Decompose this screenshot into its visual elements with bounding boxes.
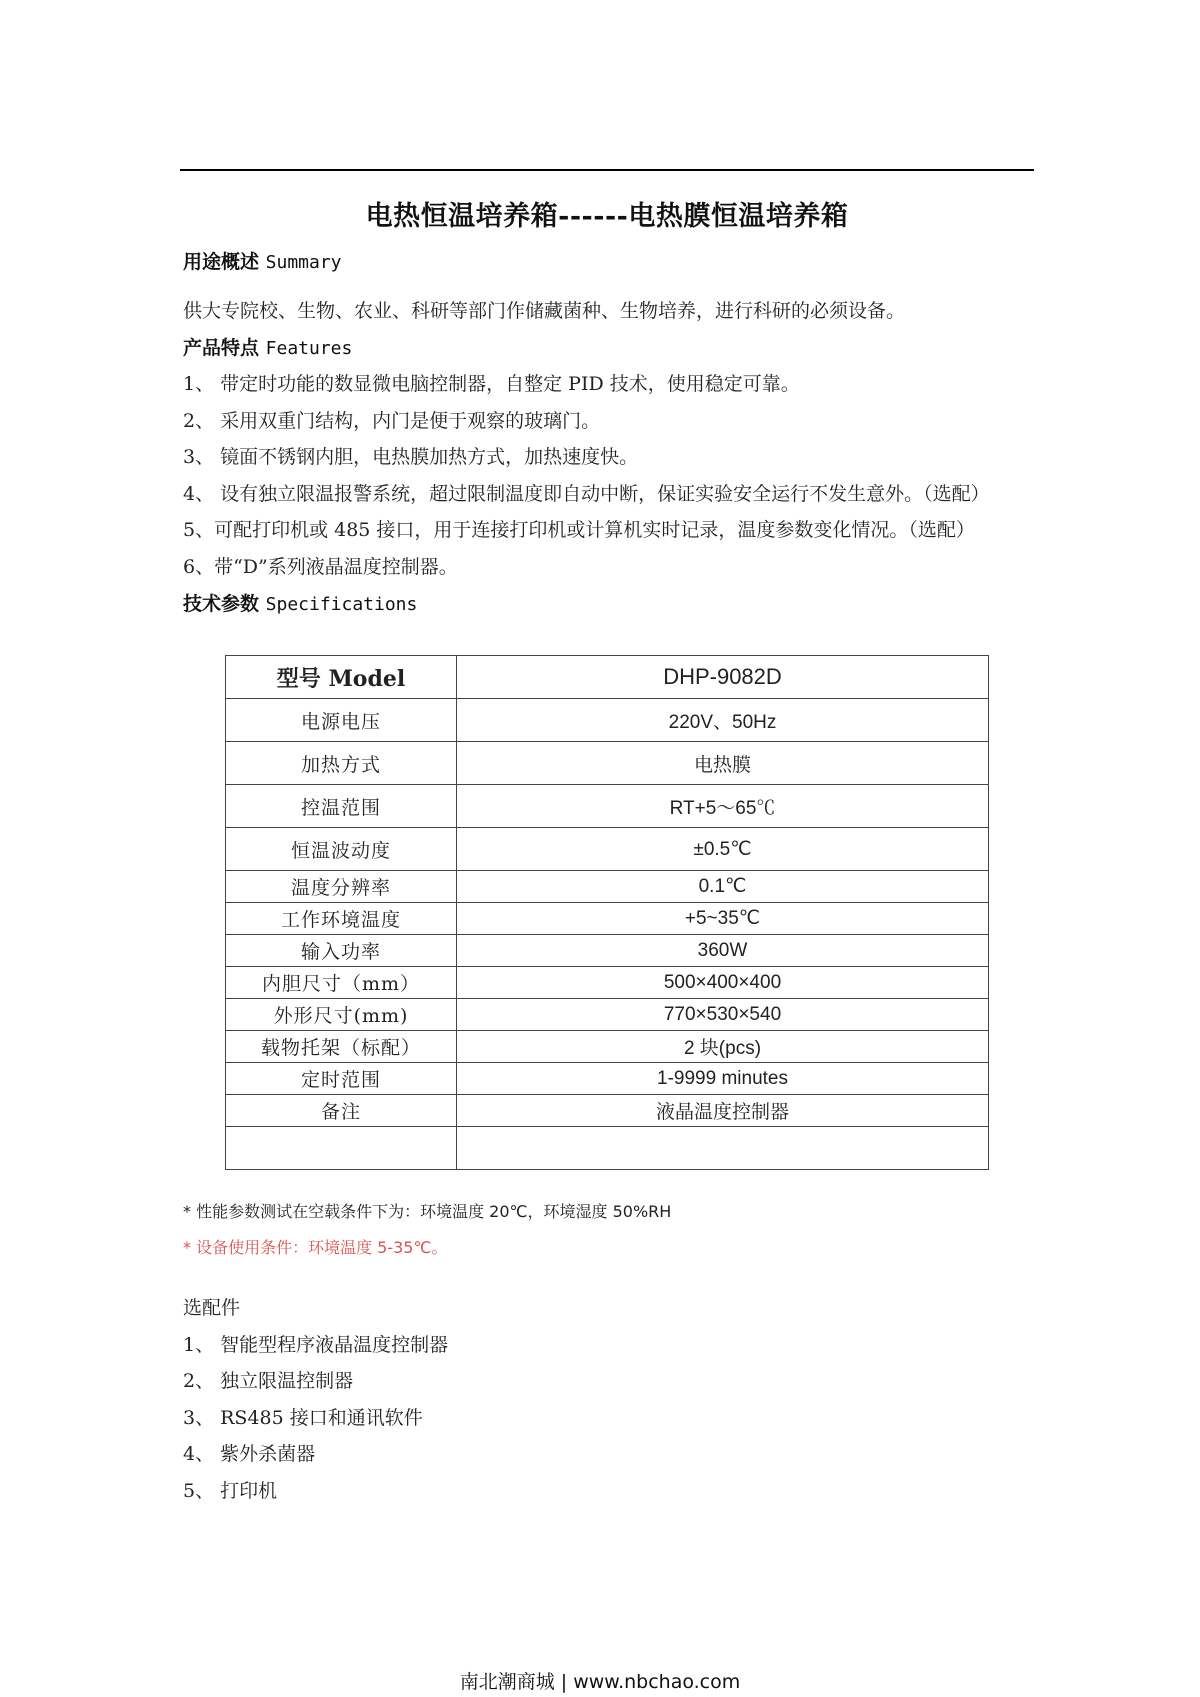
summary-heading-en: Summary <box>265 252 342 273</box>
spec-label <box>226 1127 457 1170</box>
table-row <box>226 967 989 999</box>
model-value: DHP-9082D <box>457 656 989 699</box>
table-row <box>226 871 989 903</box>
spec-value: 1-9999 minutes <box>457 1063 989 1095</box>
spec-value: RT+5～65℃ <box>457 785 989 828</box>
summary-text: 供大专院校、生物、农业、科研等部门作储藏菌种、生物培养，进行科研的必须设备。 <box>183 300 906 322</box>
spec-label: 温度分辨率 <box>226 871 457 903</box>
option-item: 4、 紫外杀菌器 <box>183 1443 316 1465</box>
test-conditions-note: * 性能参数测试在空载条件下为：环境温度 20℃，环境湿度 50%RH <box>183 1202 672 1221</box>
features-heading <box>183 333 352 360</box>
option-item: 1、 智能型程序液晶温度控制器 <box>183 1334 449 1356</box>
features-heading-cn: 产品特点 <box>183 337 260 359</box>
spec-label: 载物托架（标配） <box>226 1031 457 1063</box>
spec-label: 恒温波动度 <box>226 828 457 871</box>
specs-heading <box>183 589 417 616</box>
spec-label: 加热方式 <box>226 742 457 785</box>
table-row <box>226 1095 989 1127</box>
table-row <box>226 1031 989 1063</box>
document-title: 电热恒温培养箱------电热膜恒温培养箱 <box>365 201 849 232</box>
spec-label: 备注 <box>226 1095 457 1127</box>
feature-item: 2、 采用双重门结构，内门是便于观察的玻璃门。 <box>183 410 601 432</box>
feature-item: 5、可配打印机或 485 接口，用于连接打印机或计算机实时记录，温度参数变化情况。（选配） <box>183 519 975 541</box>
spec-label: 控温范围 <box>226 785 457 828</box>
spec-value: 360W <box>457 935 989 967</box>
spec-value: 220V、50Hz <box>457 699 989 742</box>
feature-item: 3、 镜面不锈钢内胆，电热膜加热方式，加热速度快。 <box>183 446 639 468</box>
option-item: 2、 独立限温控制器 <box>183 1370 354 1392</box>
spec-label: 外形尺寸(mm) <box>226 999 457 1031</box>
specs-heading-cn: 技术参数 <box>183 593 260 615</box>
table-row <box>226 935 989 967</box>
specs-table <box>225 655 989 1170</box>
footer-site-link[interactable]: 南北潮商城 | www.nbchao.com <box>459 1671 741 1693</box>
option-item: 5、 打印机 <box>183 1480 278 1502</box>
feature-item: 6、带“D”系列液晶温度控制器。 <box>183 556 458 578</box>
spec-label: 电源电压 <box>226 699 457 742</box>
feature-item: 4、 设有独立限温报警系统，超过限制温度即自动中断，保证实验安全运行不发生意外。（选配） <box>183 483 990 505</box>
spec-label: 内胆尺寸（mm） <box>226 967 457 999</box>
table-row <box>226 999 989 1031</box>
table-row <box>226 828 989 871</box>
options-heading: 选配件 <box>183 1297 241 1319</box>
feature-item: 1、 带定时功能的数显微电脑控制器，自整定 PID 技术，使用稳定可靠。 <box>183 373 800 395</box>
spec-value: 770×530×540 <box>457 999 989 1031</box>
spec-label: 输入功率 <box>226 935 457 967</box>
header-rule <box>180 169 1034 171</box>
table-row-empty <box>226 1127 989 1170</box>
specs-heading-en: Specifications <box>265 594 418 615</box>
features-heading-en: Features <box>265 338 353 359</box>
table-row <box>226 699 989 742</box>
table-row <box>226 785 989 828</box>
usage-conditions-note: * 设备使用条件：环境温度 5-35℃。 <box>183 1238 448 1257</box>
spec-value <box>457 1127 989 1170</box>
option-item: 3、 RS485 接口和通讯软件 <box>183 1407 423 1429</box>
spec-value: 液晶温度控制器 <box>457 1095 989 1127</box>
table-header-row <box>226 656 989 699</box>
table-row <box>226 742 989 785</box>
spec-value: 2 块(pcs) <box>457 1031 989 1063</box>
spec-label: 定时范围 <box>226 1063 457 1095</box>
summary-heading-cn: 用途概述 <box>183 251 260 273</box>
table-row <box>226 903 989 935</box>
spec-value: 0.1℃ <box>457 871 989 903</box>
spec-value: +5~35℃ <box>457 903 989 935</box>
summary-heading <box>183 247 342 274</box>
model-label: 型号 Model <box>226 656 457 699</box>
spec-label: 工作环境温度 <box>226 903 457 935</box>
spec-value: ±0.5℃ <box>457 828 989 871</box>
spec-value: 电热膜 <box>457 742 989 785</box>
table-row <box>226 1063 989 1095</box>
spec-value: 500×400×400 <box>457 967 989 999</box>
